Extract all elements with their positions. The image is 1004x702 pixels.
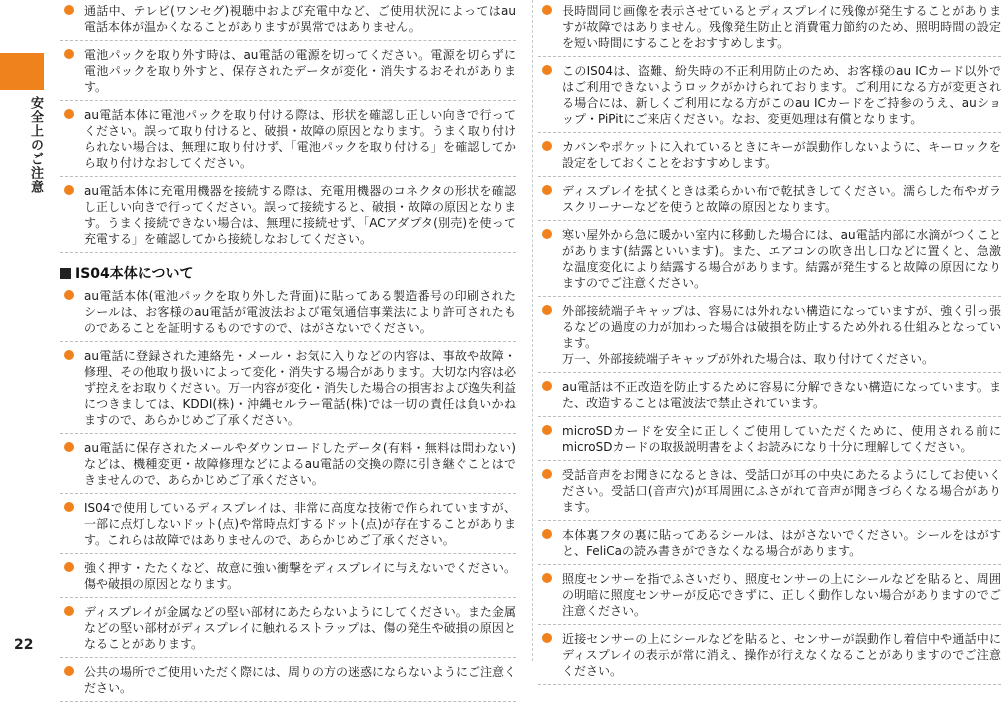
list-item — [538, 461, 1001, 521]
bullet-icon — [542, 573, 552, 583]
caution-text: ディスプレイを拭くときは柔らかい布で乾拭きしてください。濡らした布やガラスクリーナーなどを使うと故障の原因となります。 — [562, 184, 1001, 214]
bullet-icon — [542, 305, 552, 315]
caution-text: au電話本体(電池パックを取り外した背面)に貼ってある製造番号の印刷されたシールは、お客様のau電話が電波法および電気通信事業法により許可されたものであることを証明するものですので、はがさないでください。 — [84, 289, 516, 335]
bullet-icon — [64, 5, 74, 15]
list-item — [538, 373, 1001, 417]
list-item — [538, 297, 1001, 373]
bullet-icon — [542, 229, 552, 239]
caution-text: 強く押す・たたくなど、故意に強い衝撃をディスプレイに与えないでください。傷や破損の原因となります。 — [84, 561, 516, 591]
caution-text: microSDカードを安全に正しくご使用していただくために、使用される前にmicroSDカードの取扱説明書をよくお読みになり十分に理解してください。 — [562, 424, 1001, 454]
bullet-icon — [64, 109, 74, 119]
caution-list-top — [60, 0, 516, 253]
bullet-icon — [64, 442, 74, 452]
caution-text: 外部接続端子キャップは、容易には外れない構造になっていますが、強く引っ張るなどの過度の力が加わった場合は破損を防止するため外れる仕組みとなっています。 — [562, 304, 1001, 350]
list-item — [60, 285, 516, 342]
bullet-icon — [64, 666, 74, 676]
bullet-icon — [542, 529, 552, 539]
caution-text: 本体裏フタの裏に貼ってあるシールは、はがさないでください。シールをはがすと、FeliCaの読み書きができなくなる場合があります。 — [562, 528, 1001, 558]
list-item — [538, 417, 1001, 461]
caution-text: 受話音声をお聞きになるときは、受話口が耳の中央にあたるようにしてお使いください。受話口(音声穴)が耳周囲にふさがれて音声が聞きづらくなる場合があります。 — [562, 468, 1001, 514]
caution-text: カバンやポケットに入れているときにキーが誤動作しないように、キーロックを設定をしておくことをおすすめします。 — [562, 140, 1001, 170]
list-item — [60, 41, 516, 101]
list-item — [60, 598, 516, 658]
list-item — [60, 0, 516, 41]
bullet-icon — [64, 290, 74, 300]
caution-text: au電話に保存されたメールやダウンロードしたデータ(有料・無料は問わない)などは、機種変更・故障修理などによるau電話の交換の際に引き継ぐことはできませんので、あらかじめご了承ください。 — [84, 441, 516, 487]
list-item — [60, 494, 516, 554]
list-item — [60, 342, 516, 434]
caution-list-section — [60, 285, 516, 702]
section-tab-marker — [0, 53, 44, 90]
bullet-icon — [64, 49, 74, 59]
bullet-icon — [542, 469, 552, 479]
caution-text: 寒い屋外から急に暖かい室内に移動した場合には、au電話内部に水滴がつくことがあります(結露といいます)。また、エアコンの吹き出し口などに置くと、急激な温度変化により結露する場合があります。結露が発生すると故障の原因になりますのでご注意ください。 — [562, 228, 1001, 290]
right-column — [538, 0, 1001, 685]
caution-text: このIS04は、盗難、紛失時の不正利用防止のため、お客様のau ICカード以外ではご利用できないようロックがかけられております。ご利用になる方が変更される場合には、新しくご利用になる方がこのau ICカードをご持参のうえ、auショップ・PiPitにご来店ください。なお、変更処理は有償となります。 — [562, 64, 1001, 126]
list-item — [538, 521, 1001, 565]
bullet-icon — [542, 381, 552, 391]
list-item — [60, 101, 516, 177]
caution-text: 長時間同じ画像を表示させているとディスプレイに残像が発生することがありますが故障ではありません。残像発生防止と消費電力節約のため、照明時間の設定を短い時間にすることをおすすめします。 — [562, 4, 1001, 50]
square-bullet-icon — [60, 268, 71, 279]
bullet-icon — [542, 633, 552, 643]
page-number: 22 — [14, 637, 34, 653]
caution-text: 照度センサーを指でふさいだり、照度センサーの上にシールなどを貼ると、周囲の明暗に照度センサーが反応できずに、正しく動作しない場合がありますのでご注意ください。 — [562, 572, 1001, 618]
list-item — [60, 554, 516, 598]
bullet-icon — [542, 65, 552, 75]
section-side-label: 安全上のご注意 — [28, 96, 43, 194]
list-item — [538, 57, 1001, 133]
section-heading-text: IS04本体について — [75, 266, 194, 282]
list-item — [538, 565, 1001, 625]
bullet-icon — [542, 141, 552, 151]
bullet-icon — [64, 562, 74, 572]
caution-text: 通話中、テレビ(ワンセグ)視聴中および充電中など、ご使用状況によってはau電話本体が温かくなることがありますが異常ではありません。 — [84, 4, 516, 34]
list-item — [538, 625, 1001, 685]
list-item — [538, 133, 1001, 177]
bullet-icon — [64, 185, 74, 195]
caution-text: 近接センサーの上にシールなどを貼ると、センサーが誤動作し着信中や通話中にディスプレイの表示が常に消え、操作が行えなくなることがありますのでご注意ください。 — [562, 632, 1001, 678]
list-item — [538, 0, 1001, 57]
bullet-icon — [542, 185, 552, 195]
caution-text: IS04で使用しているディスプレイは、非常に高度な技術で作られていますが、一部に点灯しないドット(点)や常時点灯するドット(点)が存在することがあります。これらは故障ではありませんので、あらかじめご了承ください。 — [84, 501, 516, 547]
bullet-icon — [64, 350, 74, 360]
list-item — [60, 658, 516, 702]
caution-list-right — [538, 0, 1001, 685]
left-column — [60, 0, 516, 702]
list-item — [60, 177, 516, 253]
caution-note: 万一、外部接続端子キャップが外れた場合は、取り付けてください。 — [562, 352, 935, 366]
caution-text: au電話本体に充電用機器を接続する際は、充電用機器のコネクタの形状を確認し正しい向きで行ってください。誤って接続すると、破損・故障の原因となります。うまく接続できない場合は、無理に接続せず、「ACアダプタ(別売)を使って充電する」を確認してから接続しなおしてください。 — [84, 184, 517, 246]
list-item — [538, 221, 1001, 297]
column-divider — [532, 0, 533, 661]
bullet-icon — [542, 5, 552, 15]
caution-text: au電話本体に電池パックを取り付ける際は、形状を確認し正しい向きで行ってください。誤って取り付けると、破損・故障の原因となります。うまく取り付けられない場合は、無理に取り付けず、「電池パックを取り付ける」を確認してから取り付けなおしてください。 — [84, 108, 516, 170]
bullet-icon — [64, 606, 74, 616]
caution-text: 公共の場所でご使用いただく際には、周りの方の迷惑にならないようにご注意ください。 — [84, 665, 517, 695]
caution-text: au電話に登録された連絡先・メール・お気に入りなどの内容は、事故や故障・修理、その他取り扱いによって変化・消失する場合があります。大切な内容は必ず控えをお取りください。万一内容が変化・消失した場合の損害および逸失利益につきましては、KDDI(株)・沖縄セルラー電話(株)では一切の責任は負いかねますので、あらかじめご了承ください。 — [84, 349, 517, 427]
bullet-icon — [542, 425, 552, 435]
list-item — [60, 434, 516, 494]
section-heading — [60, 263, 516, 283]
caution-text: ディスプレイが金属などの堅い部材にあたらないようにしてください。また金属などの堅い部材がディスプレイに触れるストラップは、傷の発生や破損の原因となることがあります。 — [84, 605, 516, 651]
caution-text: au電話は不正改造を防止するために容易に分解できない構造になっています。また、改造することは電波法で禁止されています。 — [562, 380, 1001, 410]
caution-text: 電池パックを取り外す時は、au電話の電源を切ってください。電源を切らずに電池パックを取り外すと、保存されたデータが変化・消失するおそれがあります。 — [84, 48, 516, 94]
bullet-icon — [64, 502, 74, 512]
list-item — [538, 177, 1001, 221]
